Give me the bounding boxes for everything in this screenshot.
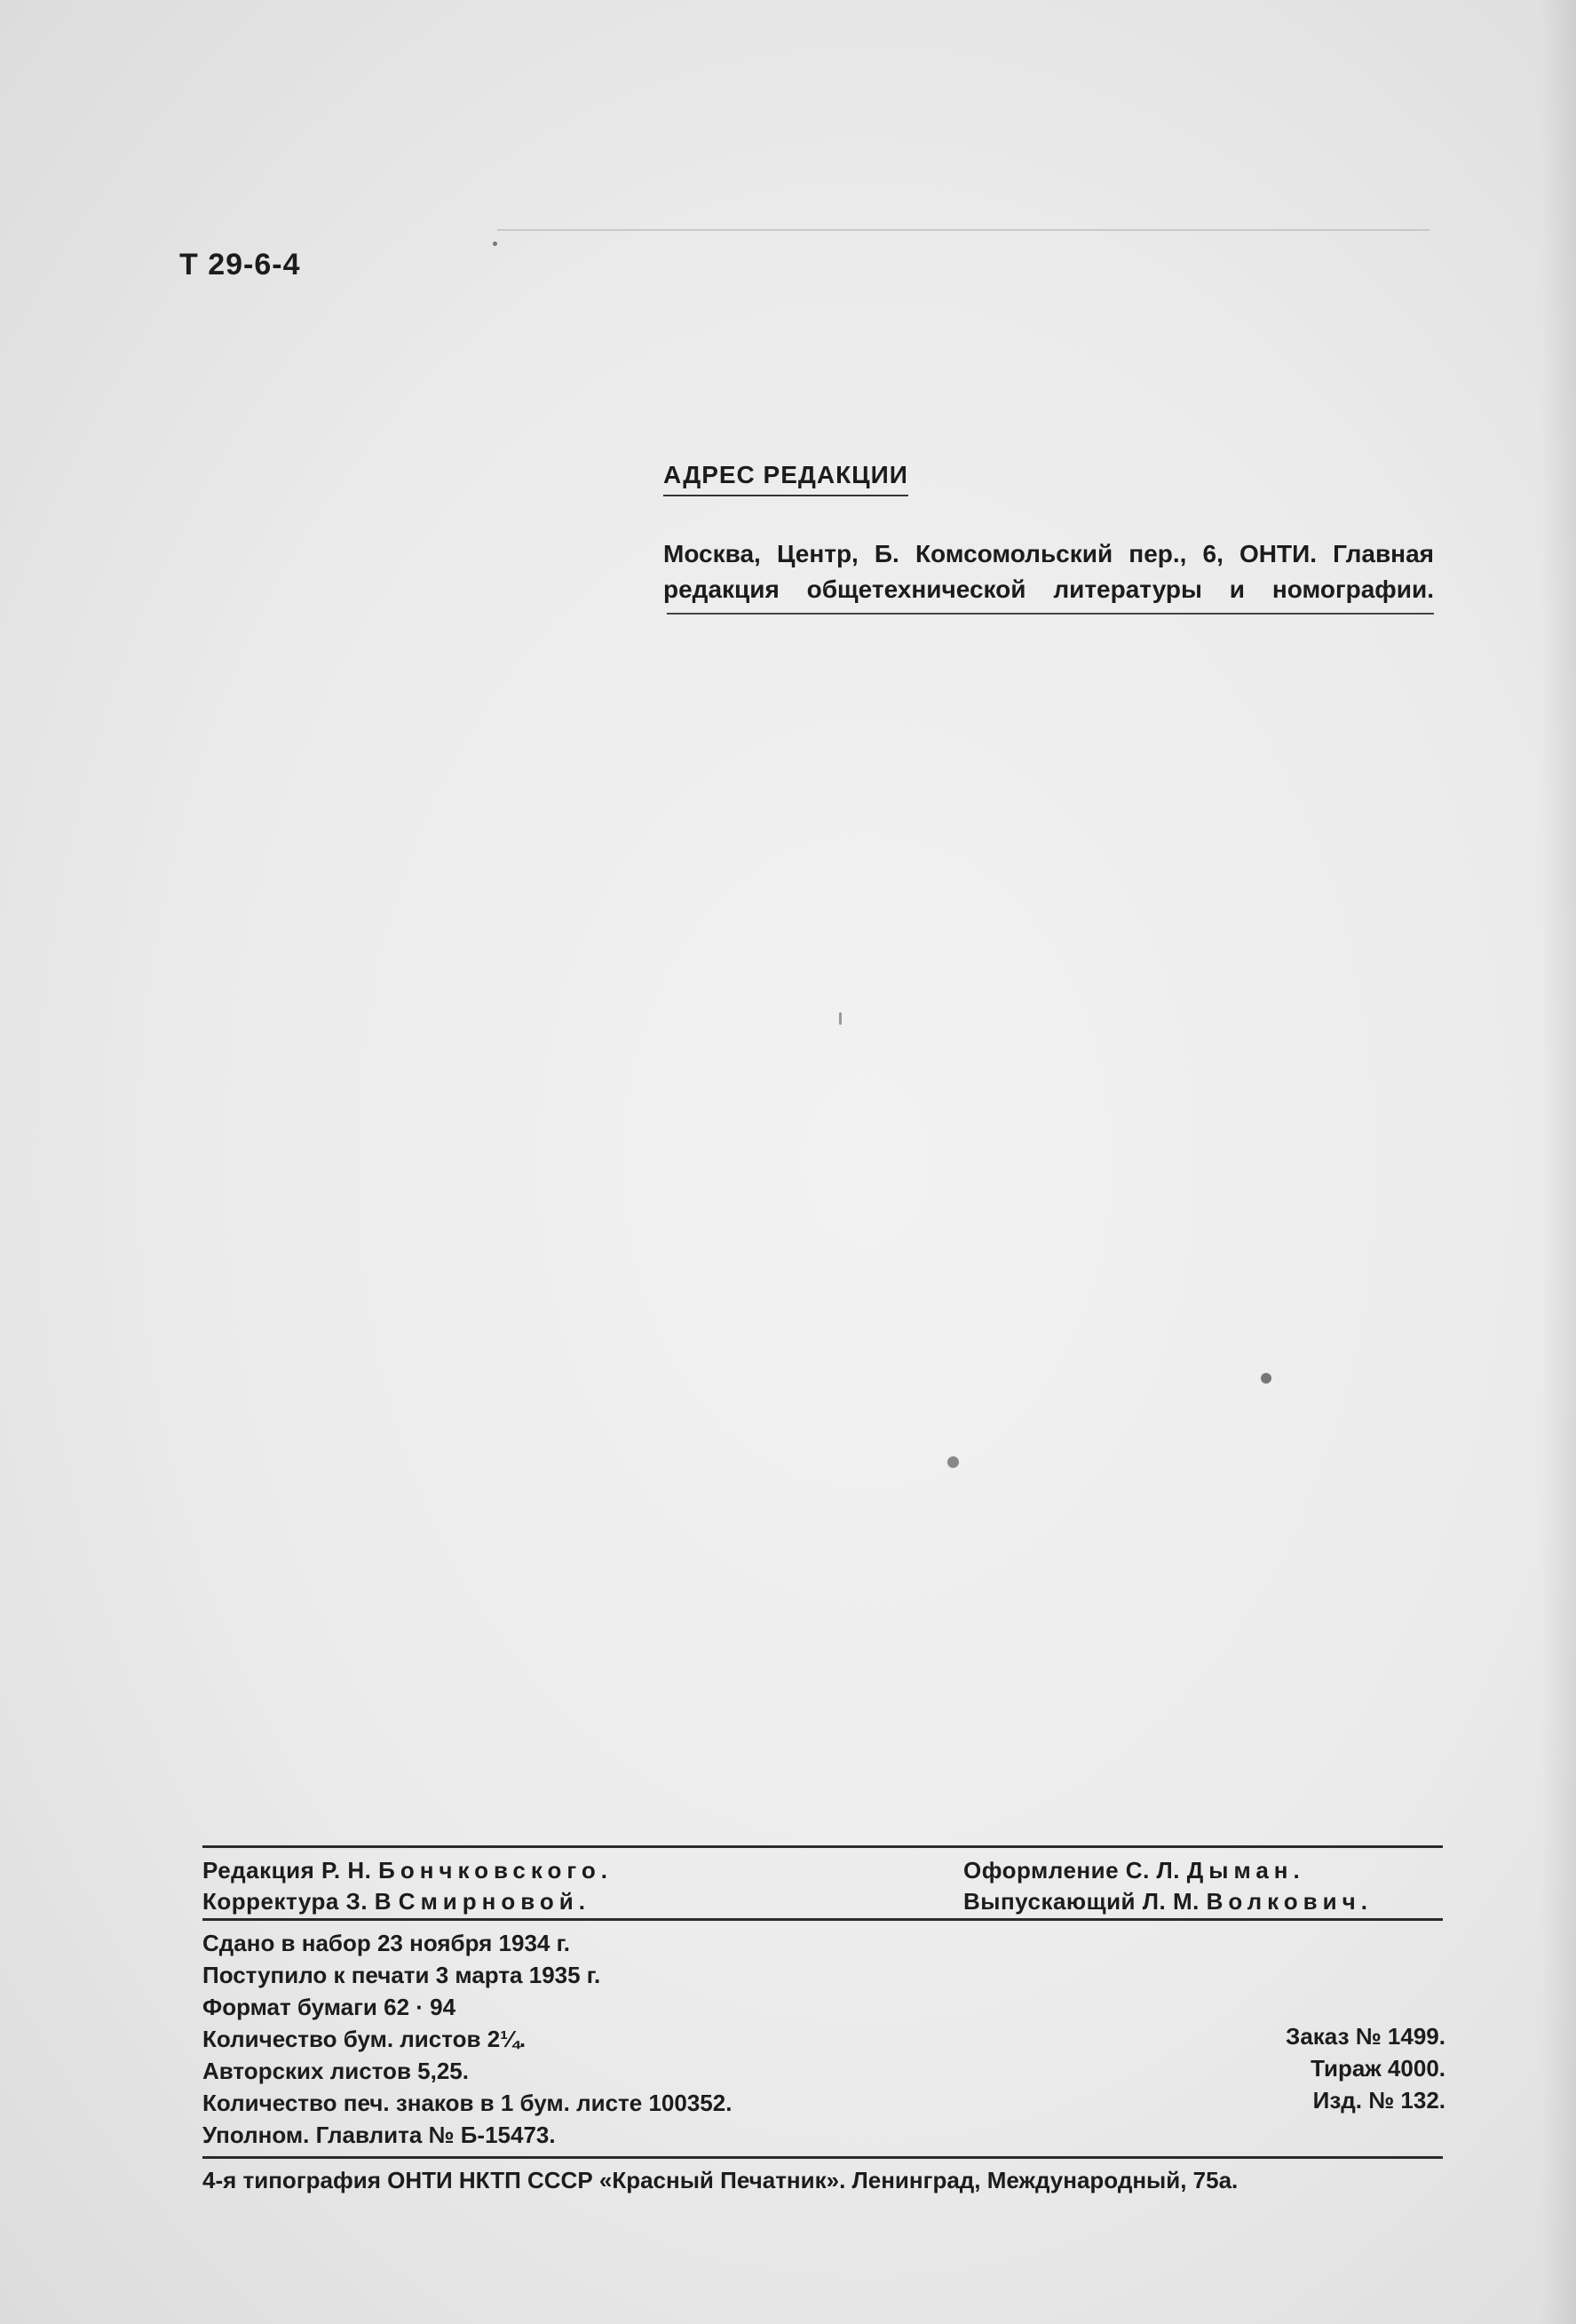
editor-credit	[202, 1855, 613, 1886]
editorial-address-title: АДРЕС РЕДАКЦИИ	[663, 461, 908, 496]
imprint-top-rule	[202, 1845, 1443, 1848]
paper-speck	[947, 1456, 959, 1468]
design-credit	[963, 1855, 1373, 1886]
glavlit-number: Уполном. Главлита № Б-15473.	[202, 2122, 556, 2148]
editorial-address-text: Москва, Центр, Б. Комсомольский пер., 6, ОНТИ. Главная редакция общетехнической литературы и номографии.	[663, 540, 1434, 603]
order-number: Заказ № 1499.	[1286, 2023, 1445, 2050]
editor-name: Бончковского.	[378, 1857, 613, 1884]
print-run: Тираж 4000.	[1311, 2055, 1445, 2082]
chars-per-sheet: Количество печ. знаков в 1 бум. листе 100352.	[202, 2090, 733, 2116]
publication-details	[202, 1927, 732, 2151]
issuer-credit	[963, 1886, 1373, 1917]
typeset-date: Сдано в набор 23 ноября 1934 г.	[202, 1930, 571, 1956]
author-sheets: Авторских листов 5,25.	[202, 2058, 469, 2084]
credits-right	[963, 1855, 1373, 1917]
address-underline	[667, 613, 1434, 615]
proofreader-name: Смирновой.	[398, 1888, 590, 1915]
editor-label: Редакция Р. Н.	[202, 1857, 372, 1884]
proofreader-credit	[202, 1886, 613, 1917]
top-faint-rule	[497, 229, 1429, 231]
edition-number: Изд. № 132.	[1312, 2087, 1445, 2114]
design-label: Оформление С. Л.	[963, 1857, 1180, 1884]
imprint-middle-rule	[202, 1918, 1443, 1921]
page-edge-shadow	[1540, 0, 1576, 2324]
issuer-name: Волкович.	[1206, 1888, 1373, 1915]
proofreader-label: Корректура З. В	[202, 1888, 392, 1915]
imprint-bottom-rule	[202, 2156, 1443, 2159]
paper-sheets: Количество бум. листов 2¼.	[202, 2026, 527, 2052]
issuer-label: Выпускающий Л. М.	[963, 1888, 1200, 1915]
paper-format: Формат бумаги 62 · 94	[202, 1994, 456, 2020]
to-print-date: Поступило к печати 3 марта 1935 г.	[202, 1962, 601, 1988]
paper-speck	[1261, 1373, 1271, 1384]
catalog-code: Т 29-6-4	[179, 248, 301, 282]
paper-speck	[493, 242, 497, 246]
printer-line: 4-я типография ОНТИ НКТП СССР «Красный Печатник». Ленинград, Международный, 75а.	[202, 2167, 1239, 2193]
order-details	[1286, 2020, 1445, 2116]
paper-speck	[839, 1012, 842, 1025]
design-name: Дыман.	[1186, 1857, 1305, 1884]
credits-left	[202, 1855, 613, 1917]
